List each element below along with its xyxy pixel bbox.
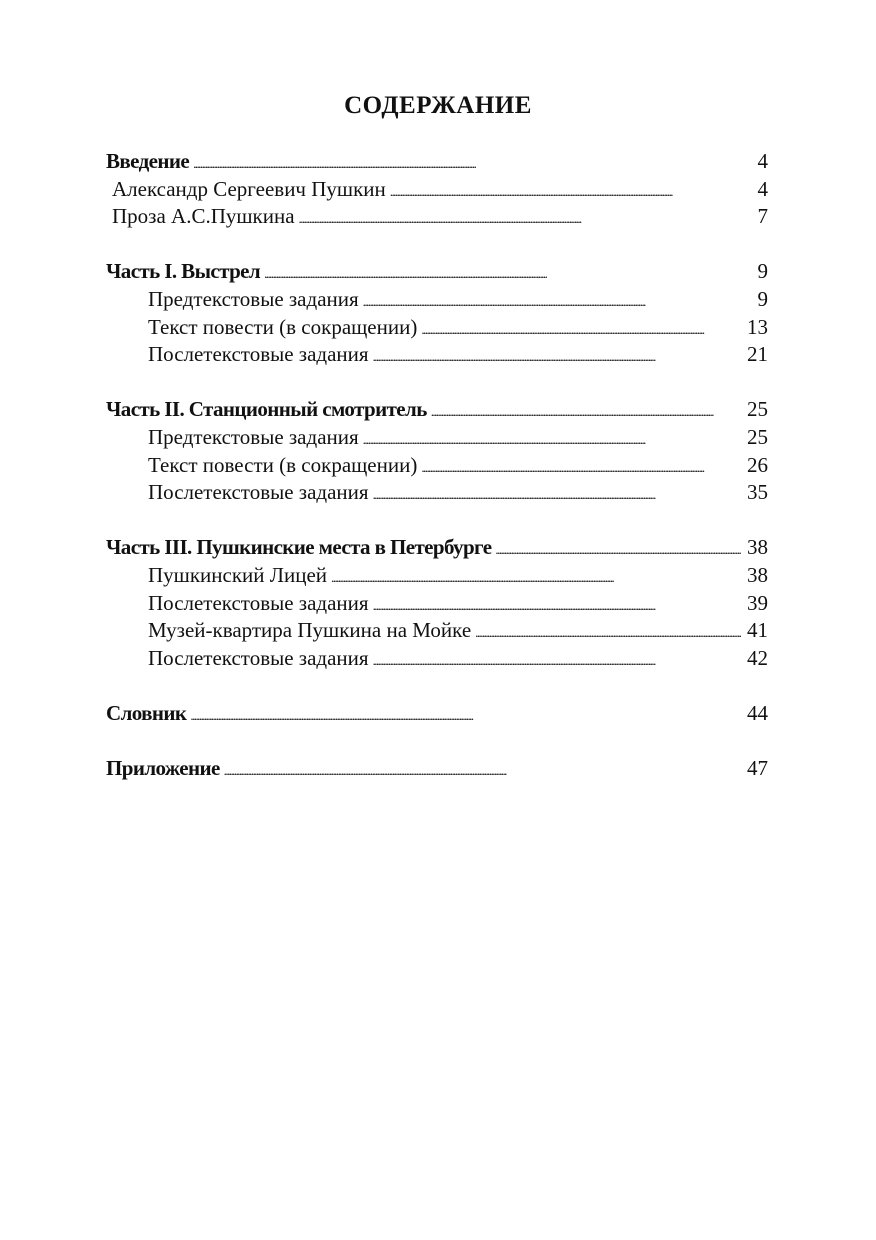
table-of-contents (106, 148, 768, 783)
toc-entry-pushkin-prose[interactable] (106, 203, 768, 231)
toc-entry-label: Введение (106, 149, 190, 173)
dot-leader (421, 452, 741, 480)
toc-page-number: 42 (747, 645, 768, 670)
dot-leader (363, 286, 752, 314)
dot-leader (331, 562, 741, 590)
dot-leader (264, 258, 751, 286)
toc-entry-pretext-tasks[interactable] (106, 286, 768, 314)
toc-entry-story-text[interactable] (106, 314, 768, 342)
toc-entry-pretext-tasks[interactable] (106, 424, 768, 452)
toc-entry-label: Текст повести (в сокращении) (148, 314, 418, 339)
toc-page-number: 47 (747, 756, 768, 781)
toc-page-number: 25 (747, 397, 768, 422)
toc-entry-label: Пушкинский Лицей (148, 562, 328, 587)
toc-entry-introduction[interactable] (106, 148, 768, 176)
toc-page-number: 4 (757, 149, 768, 173)
toc-entry-appendix[interactable] (106, 755, 768, 783)
toc-page-number: 35 (747, 480, 768, 505)
toc-entry-label: Приложение (106, 756, 220, 781)
toc-entry-part-1[interactable] (106, 258, 768, 286)
toc-entry-story-text[interactable] (106, 452, 768, 480)
toc-entry-label: Послетекстовые задания (148, 645, 369, 670)
toc-page-number: 39 (747, 590, 768, 615)
toc-entry-label: Словник (106, 700, 187, 725)
dot-leader (390, 176, 752, 204)
dot-leader (421, 314, 741, 342)
toc-page-number: 38 (747, 535, 768, 560)
toc-page-number: 13 (747, 314, 768, 339)
dot-leader (475, 617, 741, 645)
dot-leader (495, 534, 741, 562)
toc-entry-part-3[interactable] (106, 534, 768, 562)
toc-page-number: 9 (757, 259, 768, 284)
toc-page-number: 38 (747, 562, 768, 587)
dot-leader (431, 396, 741, 424)
dot-leader (373, 590, 741, 618)
toc-page-number: 44 (747, 700, 768, 725)
dot-leader (224, 755, 741, 783)
toc-page-number: 9 (757, 286, 768, 311)
toc-page-number: 25 (747, 424, 768, 449)
toc-entry-posttext-tasks[interactable] (106, 341, 768, 369)
toc-entry-label: Часть III. Пушкинские места в Петербурге (106, 535, 492, 560)
toc-page-number: 26 (747, 452, 768, 477)
toc-entry-label: Послетекстовые задания (148, 480, 369, 505)
toc-entry-label: Послетекстовые задания (148, 342, 369, 367)
toc-entry-museum-apartment[interactable] (106, 617, 768, 645)
toc-entry-label: Часть I. Выстрел (106, 259, 261, 284)
toc-entry-label: Проза А.С.Пушкина (112, 204, 295, 229)
toc-entry-pushkin-biography[interactable] (106, 176, 768, 204)
toc-page-number: 7 (757, 204, 768, 229)
dot-leader (299, 203, 752, 231)
dot-leader (193, 148, 751, 176)
dot-leader (190, 700, 741, 728)
toc-entry-label: Предтекстовые задания (148, 286, 359, 311)
dot-leader (373, 479, 741, 507)
dot-leader (373, 341, 741, 369)
toc-entry-label: Музей-квартира Пушкина на Мойке (148, 618, 472, 643)
dot-leader (373, 645, 741, 673)
toc-entry-label: Часть II. Станционный смотритель (106, 397, 427, 422)
toc-entry-lyceum[interactable] (106, 562, 768, 590)
toc-page-number: 21 (747, 342, 768, 367)
toc-entry-label: Послетекстовые задания (148, 590, 369, 615)
toc-page-number: 41 (747, 618, 768, 643)
toc-entry-posttext-tasks[interactable] (106, 645, 768, 673)
toc-entry-label: Александр Сергеевич Пушкин (112, 176, 386, 201)
toc-entry-label: Предтекстовые задания (148, 424, 359, 449)
page-title: СОДЕРЖАНИЕ (344, 92, 532, 119)
toc-entry-label: Текст повести (в сокращении) (148, 452, 418, 477)
toc-entry-part-2[interactable] (106, 396, 768, 424)
toc-entry-glossary[interactable] (106, 700, 768, 728)
toc-entry-posttext-tasks[interactable] (106, 590, 768, 618)
toc-entry-posttext-tasks[interactable] (106, 479, 768, 507)
toc-page-number: 4 (757, 176, 768, 201)
dot-leader (363, 424, 741, 452)
